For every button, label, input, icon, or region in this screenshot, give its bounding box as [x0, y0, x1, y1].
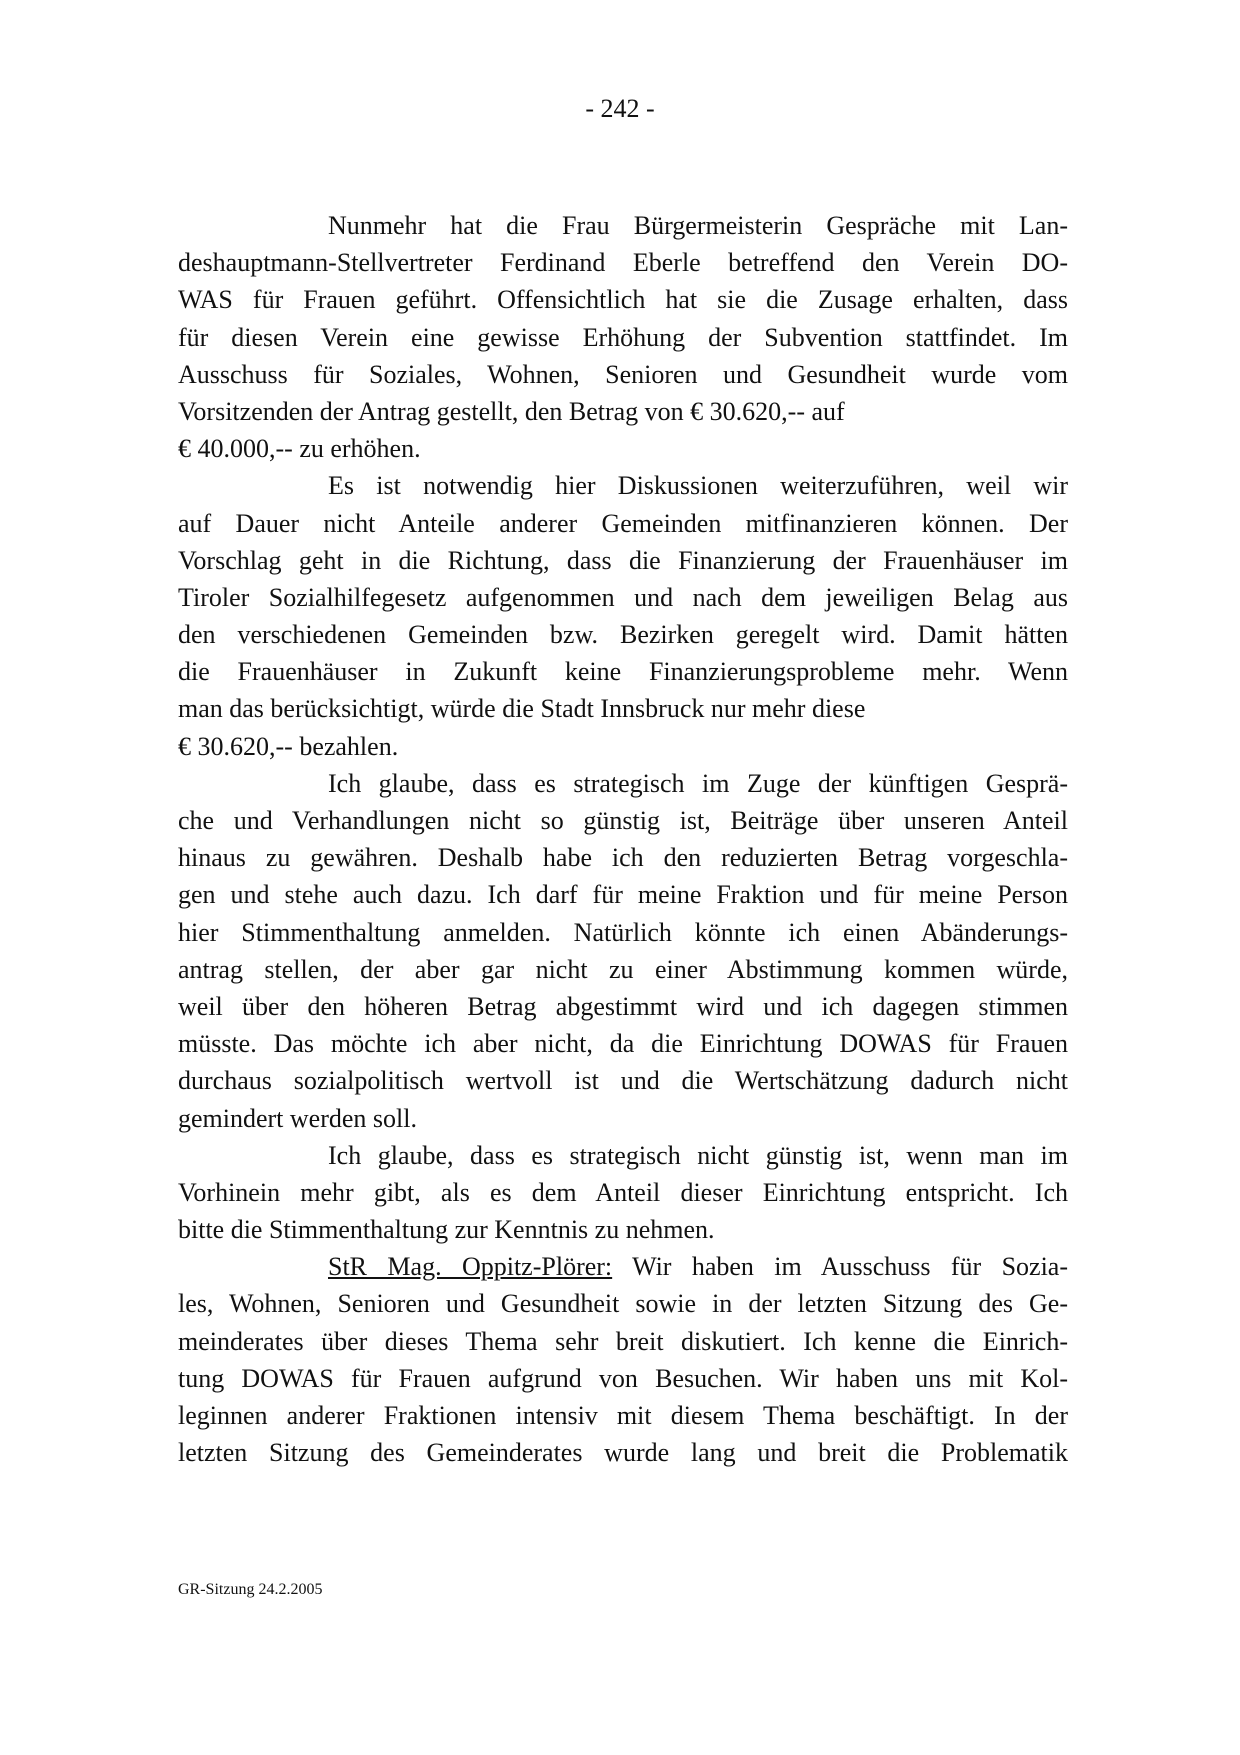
text-line: gen und stehe auch dazu. Ich darf für meine Fraktion und für meine Person [178, 880, 1068, 910]
text-line: € 40.000,-- zu erhöhen. [178, 434, 421, 464]
paragraph-2 [178, 467, 1068, 765]
text-line: tung DOWAS für Frauen aufgrund von Besuchen. Wir haben uns mit Kol- [178, 1363, 1068, 1393]
text-line: Nunmehr hat die Frau Bürgermeisterin Gespräche mit Lan- [328, 211, 1068, 240]
text-line: Vorsitzenden der Antrag gestellt, den Betrag von € 30.620,-- auf [178, 396, 845, 426]
text-line: Ich glaube, dass es strategisch im Zuge der künftigen Gesprä- [328, 768, 1068, 798]
paragraph-4 [178, 1137, 1068, 1249]
body-text [178, 207, 1068, 1471]
text-line: auf Dauer nicht Anteile anderer Gemeinden mitfinanzieren können. Der [178, 508, 1068, 538]
paragraph-5 [178, 1248, 1068, 1471]
text-line: les, Wohnen, Senioren und Gesundheit sowie in der letzten Sitzung des Ge- [178, 1289, 1068, 1319]
paragraph-1 [178, 207, 1068, 467]
text-line: durchaus sozialpolitisch wertvoll ist und die Wertschätzung dadurch nicht [178, 1066, 1068, 1096]
text-line: Ausschuss für Soziales, Wohnen, Senioren und Gesundheit wurde vom [178, 359, 1068, 389]
page-number: - 242 - [585, 94, 655, 123]
text-line: die Frauenhäuser in Zukunft keine Finanzierungsprobleme mehr. Wenn [178, 657, 1068, 687]
text-line: man das berücksichtigt, würde die Stadt Innsbruck nur mehr diese [178, 694, 866, 724]
text-line: Tiroler Sozialhilfegesetz aufgenommen und nach dem jeweiligen Belag aus [178, 582, 1068, 612]
text-line [178, 1248, 1068, 1285]
speaker-name: StR Mag. Oppitz-Plörer: [328, 1252, 613, 1282]
text-line: hinaus zu gewähren. Deshalb habe ich den reduzierten Betrag vorgeschla- [178, 843, 1068, 873]
text-line: gemindert werden soll. [178, 1103, 417, 1133]
text-line: den verschiedenen Gemeinden bzw. Bezirken geregelt wird. Damit hätten [178, 620, 1068, 650]
text-line: leginnen anderer Fraktionen intensiv mit diesem Thema beschäftigt. In der [178, 1401, 1068, 1430]
page-footer: GR-Sitzung 24.2.2005 [178, 1581, 323, 1598]
text-line: Vorschlag geht in die Richtung, dass die Finanzierung der Frauenhäuser im [178, 545, 1068, 575]
text-line: meinderates über dieses Thema sehr breit diskutiert. Ich kenne die Einrich- [178, 1326, 1068, 1356]
text-line: Ich glaube, dass es strategisch nicht günstig ist, wenn man im [328, 1140, 1068, 1170]
text-line: antrag stellen, der aber gar nicht zu einer Abstimmung kommen würde, [178, 954, 1068, 984]
paragraph-3 [178, 765, 1068, 1137]
text-line: weil über den höheren Betrag abgestimmt wird und ich dagegen stimmen [178, 991, 1068, 1021]
text-line: Es ist notwendig hier Diskussionen weiterzuführen, weil wir [328, 471, 1068, 501]
text-line: Vorhinein mehr gibt, als es dem Anteil dieser Einrichtung entspricht. Ich [178, 1177, 1068, 1207]
text-line: müsste. Das möchte ich aber nicht, da die Einrichtung DOWAS für Frauen [178, 1029, 1068, 1059]
text-line: € 30.620,-- bezahlen. [178, 731, 399, 761]
text-line: letzten Sitzung des Gemeinderates wurde lang und breit die Problematik [178, 1438, 1068, 1468]
text-line: deshauptmann-Stellvertreter Ferdinand Eberle betreffend den Verein DO- [178, 248, 1068, 278]
text-line: bitte die Stimmenthaltung zur Kenntnis zu nehmen. [178, 1215, 715, 1245]
text-line: hier Stimmenthaltung anmelden. Natürlich könnte ich einen Abänderungs- [178, 917, 1068, 947]
text-line: che und Verhandlungen nicht so günstig ist, Beiträge über unseren Anteil [178, 806, 1068, 835]
text-line: WAS für Frauen geführt. Offensichtlich hat sie die Zusage erhalten, dass [178, 285, 1068, 315]
speaker-text: Wir haben im Ausschuss für Sozia- [612, 1252, 1069, 1282]
text-line: für diesen Verein eine gewisse Erhöhung der Subvention stattfindet. Im [178, 322, 1068, 352]
